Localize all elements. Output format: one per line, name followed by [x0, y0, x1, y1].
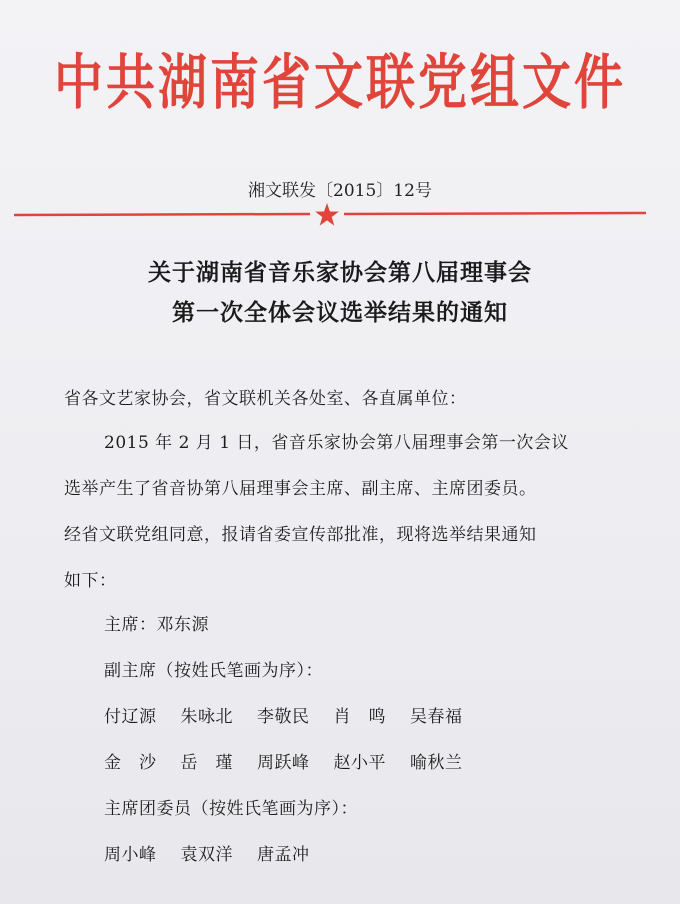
body-paragraph-line-1: 2015 年 2 月 1 日，省音乐家协会第八届理事会第一次会议: [104, 433, 569, 453]
name-item: 周跃峰: [257, 753, 310, 773]
name-item: 周小峰: [104, 845, 157, 865]
name-item: 岳 瑾: [180, 753, 233, 773]
body-paragraph-line-4: 如下：: [64, 571, 117, 591]
name-item: 唐孟冲: [257, 845, 310, 865]
presidium-row-1: [104, 840, 334, 865]
addressee: 省各文艺家协会，省文联机关各处室、各直属单位：: [64, 389, 467, 409]
presidium-heading: 主席团委员（按姓氏笔画为序）：: [104, 799, 358, 819]
vice-chairs-row-2: [104, 748, 487, 773]
name-item: 喻秋兰: [410, 753, 463, 773]
name-item: 赵小平: [333, 753, 386, 773]
name-item: 朱咏北: [180, 707, 233, 727]
document-header-title: 中共湖南省文联党组文件: [53, 46, 626, 118]
red-rule-left: [14, 214, 310, 215]
body-paragraph-line-2: 选举产生了省音协第八届理事会主席、副主席、主席团委员。: [64, 479, 537, 499]
name-item: 李敬民: [257, 707, 310, 727]
name-item: 肖 鸣: [333, 707, 386, 727]
document-number: 湘文联发〔2015〕12号: [248, 181, 432, 201]
body-paragraph-line-3: 经省文联党组同意，报请省委宣传部批准，现将选举结果通知: [64, 525, 537, 545]
vice-chairs-row-1: [104, 702, 487, 727]
chairman-line: 主席：邓东源: [104, 615, 209, 635]
red-rule-right: [344, 213, 646, 214]
notice-title-line-1: 关于湖南省音乐家协会第八届理事会: [148, 259, 532, 286]
name-item: 吴春福: [410, 707, 463, 727]
red-star-icon: [315, 203, 339, 226]
red-rule-with-star: [0, 203, 680, 227]
notice-title-line-2: 第一次全体会议选举结果的通知: [172, 299, 508, 326]
name-item: 付辽源: [104, 707, 157, 727]
name-item: 袁双洋: [180, 845, 233, 865]
name-item: 金 沙: [104, 753, 157, 773]
vice-chair-heading: 副主席（按姓氏笔画为序）：: [104, 661, 323, 681]
